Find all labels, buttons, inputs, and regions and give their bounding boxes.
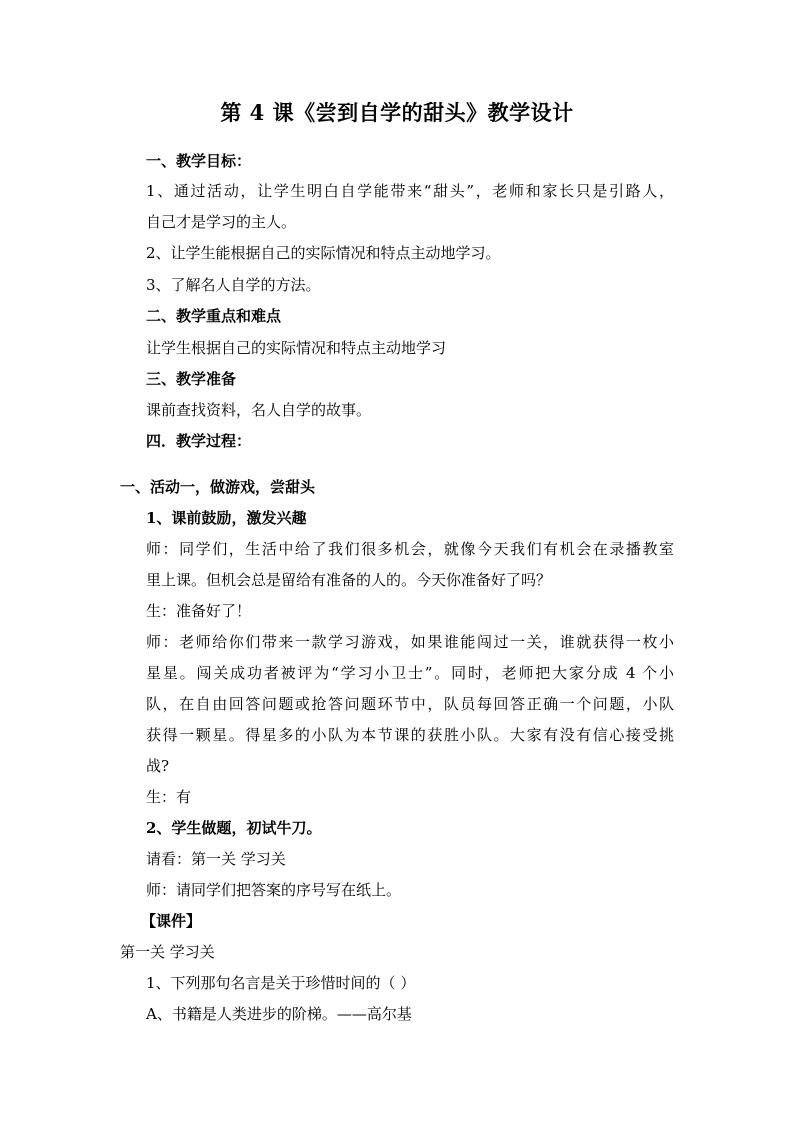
question-1: 1、下列那句名言是关于珍惜时间的（ ） — [146, 974, 416, 992]
goal-2: 2、让学生能根据自己的实际情况和特点主动地学习。 — [146, 244, 501, 262]
courseware-label: 【课件】 — [141, 912, 202, 930]
process-heading: 四．教学过程： — [146, 432, 252, 450]
dialog-line: 星星。闯关成功者被评为“学习小卫士”。同时，老师把大家分成 4 个小 — [146, 664, 674, 682]
dialog-line: 里上课。但机会总是留给有准备的人的。今天你准备好了吗？ — [146, 571, 552, 589]
level1-title: 第一关 学习关 — [120, 943, 215, 961]
step2-teacher: 师：请同学们把答案的序号写在纸上。 — [146, 881, 402, 899]
dialog-line: 战? — [146, 757, 170, 775]
step1-heading: 1、课前鼓励，激发兴趣 — [146, 509, 307, 527]
dialog-line: 师：老师给你们带来一款学习游戏，如果谁能闯过一关，谁就获得一枚小 — [146, 633, 674, 651]
dialog-line: 生：有 — [146, 788, 192, 806]
dialog-line: 师：同学们，生活中给了我们很多机会，就像今天我们有机会在录播教室 — [146, 540, 674, 558]
prep-heading: 三、教学准备 — [146, 370, 237, 388]
page-title: 第 4 课《尝到自学的甜头》教学设计 — [220, 100, 574, 125]
prep-text: 课前查找资料，名人自学的故事。 — [146, 401, 372, 419]
goals-heading: 一、教学目标： — [146, 152, 252, 170]
dialog-line: 队，在自由回答问题或抢答问题环节中，队员每回答正确一个问题，小队 — [146, 695, 674, 713]
option-a: A、书籍是人类进步的阶梯。——高尔基 — [146, 1005, 412, 1023]
dialog-line: 生：准备好了！ — [146, 602, 252, 620]
activity-heading: 一、活动一，做游戏，尝甜头 — [120, 478, 316, 496]
goal-3: 3、了解名人自学的方法。 — [146, 276, 321, 294]
goal-1-line2: 自己才是学习的主人。 — [146, 213, 297, 231]
step2-heading: 2、学生做题，初试牛刀。 — [146, 819, 322, 837]
step2-please: 请看：第一关 学习关 — [146, 850, 286, 868]
goal-1-line1: 1、通过活动，让学生明白自学能带来“甜头”，老师和家长只是引路人， — [146, 182, 674, 200]
dialog-line: 获得一颗星。得星多的小队为本节课的获胜小队。大家有没有信心接受挑 — [146, 726, 674, 744]
key-text: 让学生根据自己的实际情况和特点主动地学习 — [146, 339, 447, 357]
key-heading: 二、教学重点和难点 — [146, 307, 282, 325]
